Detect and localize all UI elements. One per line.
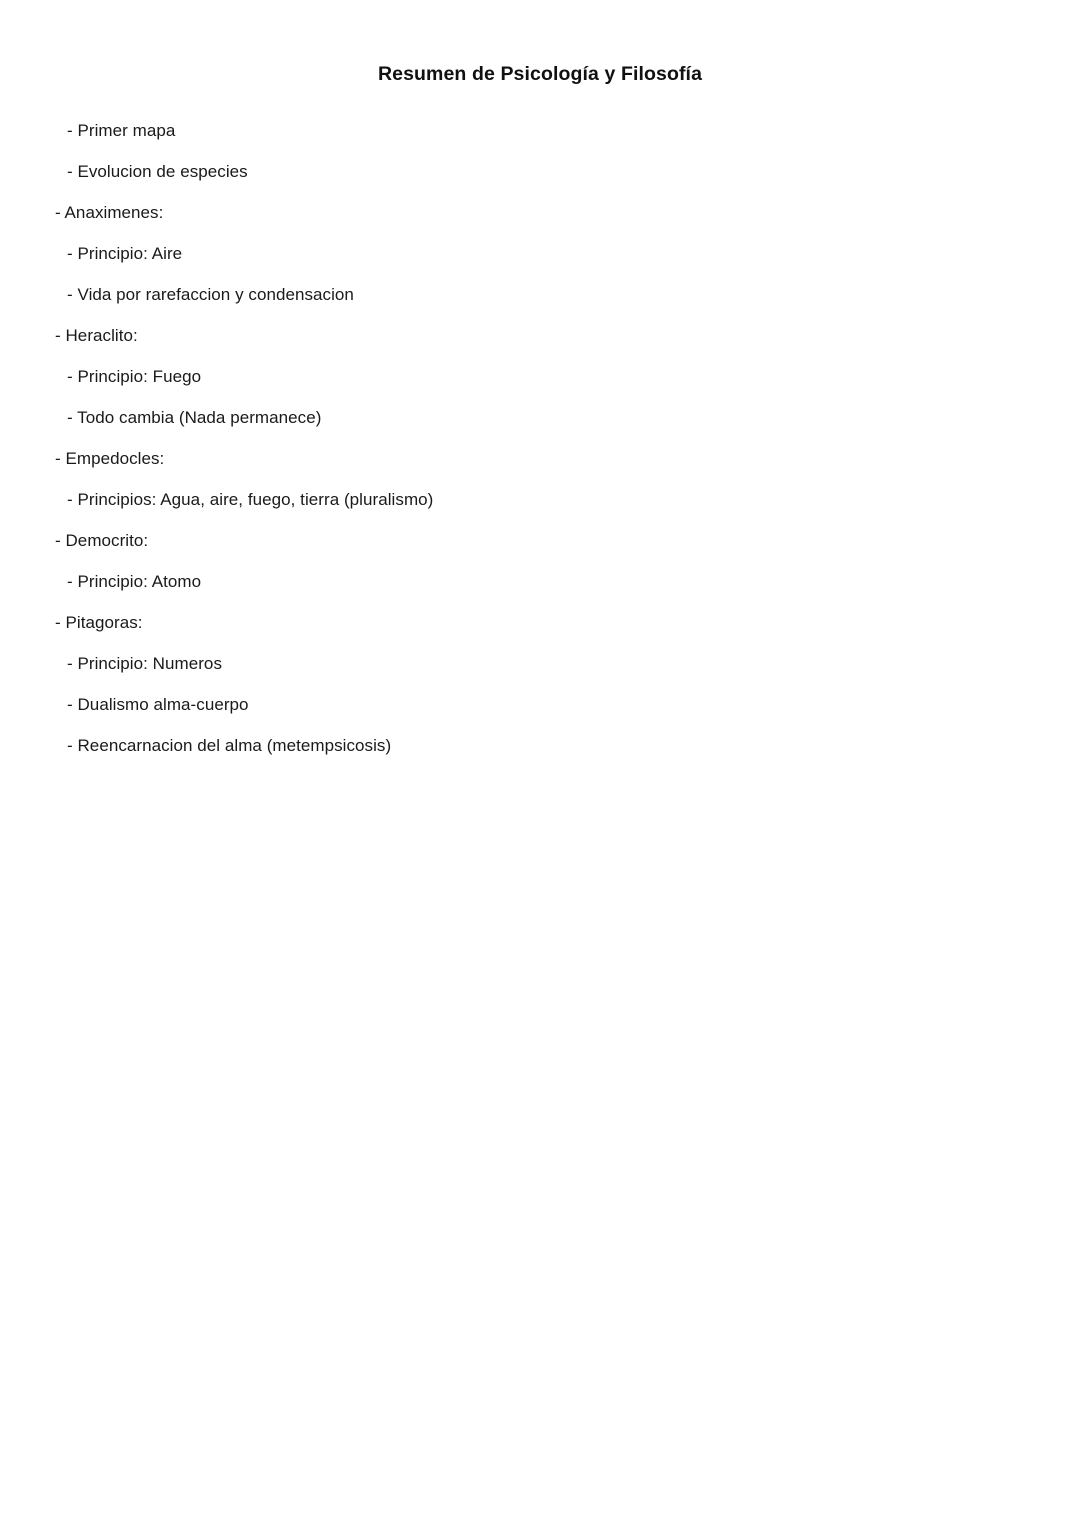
outline-item: - Primer mapa [67, 121, 176, 140]
outline-item: - Vida por rarefaccion y condensacion [67, 285, 354, 304]
outline-item: - Principio: Fuego [67, 367, 202, 386]
outline-item: - Principios: Agua, aire, fuego, tierra (pluralismo) [67, 490, 434, 509]
outline-item: - Principio: Aire [67, 244, 183, 263]
outline-item: - Pitagoras: [55, 613, 143, 632]
outline-item: - Evolucion de especies [67, 162, 248, 181]
outline-item: - Dualismo alma-cuerpo [67, 695, 249, 714]
outline-item: - Anaximenes: [55, 203, 164, 222]
outline-item: - Reencarnacion del alma (metempsicosis) [67, 736, 392, 755]
outline-item: - Todo cambia (Nada permanece) [67, 408, 322, 427]
page-title: Resumen de Psicología y Filosofía [377, 63, 703, 85]
outline-item: - Empedocles: [55, 449, 165, 468]
outline-list [0, 110, 1080, 766]
outline-item: - Principio: Numeros [67, 654, 222, 673]
outline-item: - Democrito: [55, 531, 149, 550]
outline-item: - Heraclito: [55, 326, 138, 345]
outline-item: - Principio: Atomo [67, 572, 202, 591]
